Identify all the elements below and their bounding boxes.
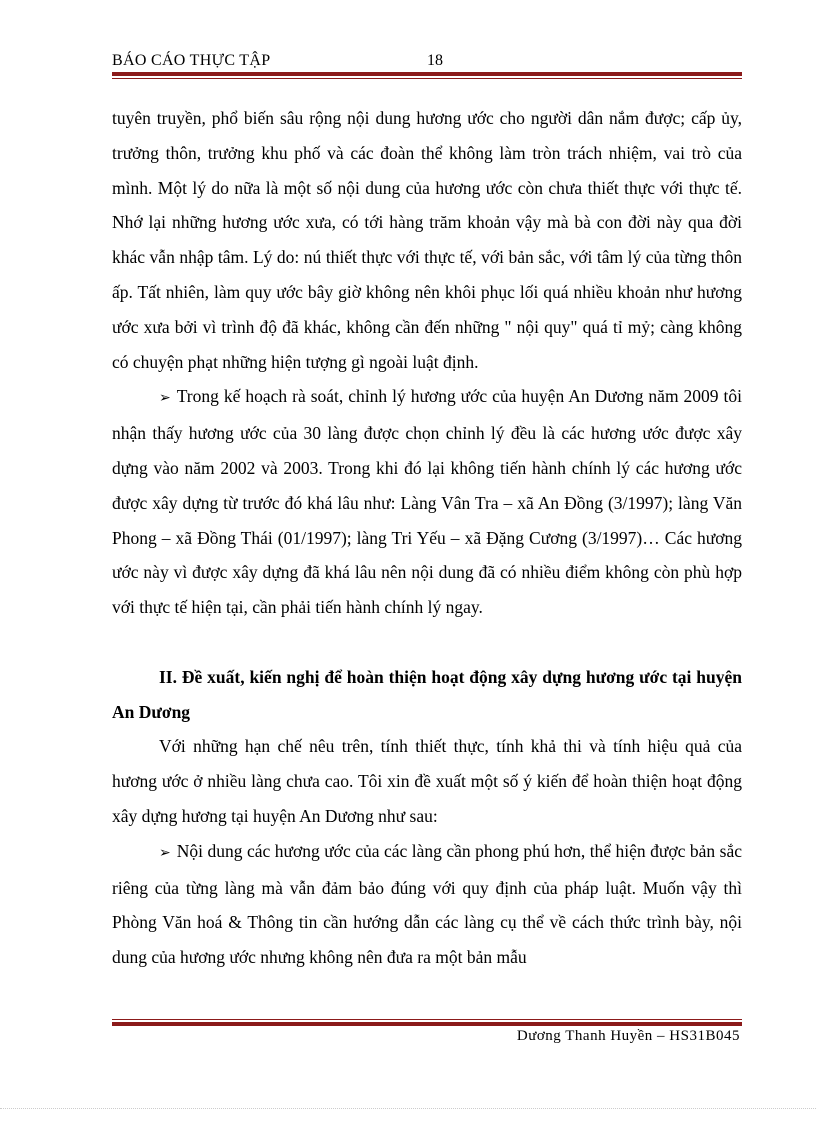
section-heading: II. Đề xuất, kiến nghị để hoàn thiện hoạt động xây dựng hương ước tại huyện An Dương [112,666,742,722]
paragraph-2 [112,379,742,625]
page-edge-divider [0,1108,816,1109]
page-number: 18 [427,52,443,69]
header-rule-thin [112,78,742,79]
paragraph-3: Với những hạn chế nêu trên, tính thiết thực, tính khả thi và tính hiệu quả của hương ước ở nhiều làng chưa cao. Tôi xin đề xuất một số ý kiến để hoàn thiện hoạt động xây dựng hương tại huyện An Dương như sau: [112,736,742,826]
header-rule-thick [112,72,742,76]
paragraph-1: tuyên truyền, phổ biến sâu rộng nội dung hương ước cho người dân nắm được; cấp ủy, trưởng thôn, trưởng khu phố và các đoàn thể không làm tròn trách nhiệm, vai trò của mình. Một lý do nữa là một số nội dung của hương ước còn chưa thiết thực với thực tế. Nhớ lại những hương ước xưa, có tới hàng trăm khoản vậy mà bà con đời này qua đời khác vẫn nhập tâm. Lý do: nú thiết thực với thực tế, với bản sắc, với tâm lý của từng thôn ấp. Tất nhiên, làm quy ước bây giờ không nên khôi phục lối quá nhiều khoản như hương ước xưa bởi vì trình độ đã khác, không cần đến những " nội quy" quá tỉ mỷ; càng không có chuyện phạt những hiện tượng gì ngoài luật định. [112,108,742,372]
footer-author: Dương Thanh Huyền – HS31B045 [516,1028,740,1044]
paragraph-2-text: Trong kế hoạch rà soát, chỉnh lý hương ước của huyện An Dương năm 2009 tôi nhận thấy hương ước của 30 làng được chọn chỉnh lý đều là các hương ước được xây dựng vào năm 2002 và 2003. Trong khi đó lại không tiến hành chính lý các hương ước được xây dựng từ trước đó khá lâu như: Làng Vân Tra – xã An Đồng (3/1997); làng Văn Phong – xã Đồng Thái (01/1997); làng Tri Yếu – xã Đặng Cương (3/1997)… Các hương ước này vì được xây dựng đã khá lâu nên nội dung đã có nhiều điểm không còn phù hợp với thực tế hiện tại, cần phải tiến hành chính lý ngay. [112,386,742,618]
paragraph-4-text: Nội dung các hương ước của các làng cần phong phú hơn, thể hiện được bản sắc riêng của từng làng mà vẫn đảm bảo đúng với quy định của pháp luật. Muốn vậy thì Phòng Văn hoá & Thông tin cần hướng dẫn các làng cụ thể về cách thức trình bày, nội dung của hương ước nhưng không nên đưa ra một bản mẫu [112,840,742,968]
arrow-bullet-icon: ➢ [159,844,171,861]
footer-rule-thick [112,1022,742,1026]
arrow-bullet-icon: ➢ [159,390,171,407]
footer-rule-thin [112,1019,742,1020]
paragraph-4 [112,834,742,975]
report-title: BÁO CÁO THỰC TẬP [112,52,271,69]
document-body [112,101,742,975]
